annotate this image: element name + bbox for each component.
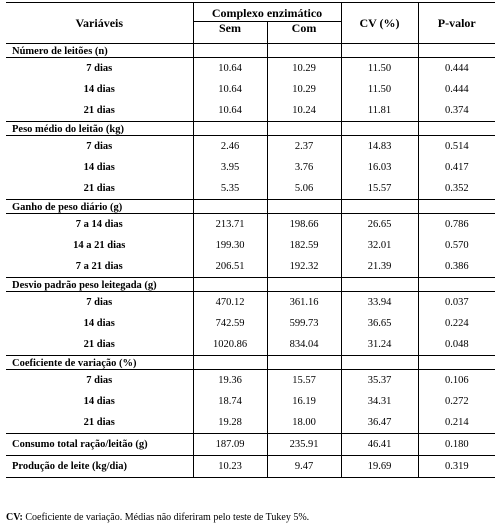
row-label: 7 dias	[6, 136, 193, 158]
value-com: 16.19	[267, 391, 341, 412]
value-pvalor: 0.386	[418, 256, 495, 278]
value-sem: 470.12	[193, 292, 267, 314]
value-cv: 15.57	[341, 178, 418, 200]
row-label: 14 dias	[83, 318, 115, 329]
section-title: Coeficiente de variação (%)	[6, 356, 193, 370]
row-label: 7 dias	[6, 58, 193, 80]
table-row	[6, 292, 495, 314]
section-title: Desvio padrão peso leitegada (g)	[6, 278, 193, 292]
value-pvalor: 0.514	[418, 136, 495, 158]
value-cv: 34.31	[341, 391, 418, 412]
value-sem: 2.46	[193, 136, 267, 158]
table-row	[6, 235, 495, 256]
value-com: 834.04	[267, 334, 341, 356]
row-label: 14 dias	[83, 162, 115, 173]
empty-cell	[267, 356, 341, 370]
empty-cell	[193, 122, 267, 136]
value-cv: 16.03	[341, 157, 418, 178]
empty-cell	[418, 356, 495, 370]
section-title: Ganho de peso diário (g)	[6, 200, 193, 214]
empty-cell	[267, 200, 341, 214]
value-com: 235.91	[267, 434, 341, 456]
value-com: 9.47	[267, 456, 341, 478]
value-com: 599.73	[267, 313, 341, 334]
value-com: 198.66	[267, 214, 341, 236]
header-sem: Sem	[193, 22, 267, 44]
row-label: 21 dias	[83, 105, 115, 116]
empty-cell	[341, 278, 418, 292]
empty-cell	[418, 200, 495, 214]
footnote-text: Coeficiente de variação. Médias não diferiram pelo teste de Tukey 5%.	[22, 512, 310, 523]
header-cv: CV (%)	[341, 3, 418, 44]
empty-cell	[341, 200, 418, 214]
value-pvalor: 0.570	[418, 235, 495, 256]
table-row	[6, 434, 495, 456]
row-label: 14 dias	[83, 396, 115, 407]
value-sem: 10.64	[193, 58, 267, 80]
value-com: 192.32	[267, 256, 341, 278]
header-pvalor: P-valor	[418, 3, 495, 44]
value-sem: 19.28	[193, 412, 267, 434]
value-cv: 46.41	[341, 434, 418, 456]
value-com: 5.06	[267, 178, 341, 200]
empty-cell	[193, 278, 267, 292]
empty-cell	[267, 122, 341, 136]
value-pvalor: 0.214	[418, 412, 495, 434]
value-sem: 3.95	[193, 157, 267, 178]
section-header-row	[6, 200, 495, 214]
value-cv: 11.81	[341, 100, 418, 122]
section-header-row	[6, 44, 495, 58]
value-pvalor: 0.048	[418, 334, 495, 356]
table-row	[6, 412, 495, 434]
section-title: Número de leitões (n)	[6, 44, 193, 58]
table-row	[6, 157, 495, 178]
empty-cell	[193, 44, 267, 58]
table-row	[6, 391, 495, 412]
value-pvalor: 0.106	[418, 370, 495, 392]
value-pvalor: 0.374	[418, 100, 495, 122]
row-label: 21 dias	[83, 183, 115, 194]
value-sem: 18.74	[193, 391, 267, 412]
row-label: 7 dias	[6, 370, 193, 392]
value-pvalor: 0.786	[418, 214, 495, 236]
table-row	[6, 214, 495, 236]
value-sem: 206.51	[193, 256, 267, 278]
value-cv: 11.50	[341, 79, 418, 100]
row-label: 7 dias	[6, 292, 193, 314]
table-row	[6, 58, 495, 80]
value-sem: 5.35	[193, 178, 267, 200]
table-row	[6, 456, 495, 478]
value-cv: 32.01	[341, 235, 418, 256]
empty-cell	[341, 44, 418, 58]
results-table	[6, 2, 495, 478]
value-sem: 213.71	[193, 214, 267, 236]
section-header-row	[6, 356, 495, 370]
row-label: 14 dias	[83, 84, 115, 95]
value-pvalor: 0.444	[418, 58, 495, 80]
empty-cell	[418, 44, 495, 58]
row-label: Consumo total ração/leitão (g)	[6, 434, 193, 456]
empty-cell	[341, 356, 418, 370]
value-sem: 187.09	[193, 434, 267, 456]
value-sem: 742.59	[193, 313, 267, 334]
value-com: 10.29	[267, 58, 341, 80]
value-cv: 21.39	[341, 256, 418, 278]
empty-cell	[418, 122, 495, 136]
value-cv: 19.69	[341, 456, 418, 478]
value-pvalor: 0.224	[418, 313, 495, 334]
value-pvalor: 0.417	[418, 157, 495, 178]
value-cv: 26.65	[341, 214, 418, 236]
section-title: Peso médio do leitão (kg)	[6, 122, 193, 136]
table-row	[6, 313, 495, 334]
empty-cell	[267, 44, 341, 58]
value-pvalor: 0.037	[418, 292, 495, 314]
section-header-row	[6, 278, 495, 292]
table-row	[6, 256, 495, 278]
value-com: 182.59	[267, 235, 341, 256]
footnote	[6, 512, 309, 524]
value-pvalor: 0.180	[418, 434, 495, 456]
value-cv: 35.37	[341, 370, 418, 392]
header-com: Com	[267, 22, 341, 44]
value-pvalor: 0.319	[418, 456, 495, 478]
value-pvalor: 0.272	[418, 391, 495, 412]
row-label: 14 a 21 dias	[73, 240, 126, 251]
value-sem: 1020.86	[193, 334, 267, 356]
table-row	[6, 100, 495, 122]
value-com: 18.00	[267, 412, 341, 434]
table-row	[6, 370, 495, 392]
value-pvalor: 0.444	[418, 79, 495, 100]
empty-cell	[193, 356, 267, 370]
row-label: 7 a 14 dias	[6, 214, 193, 236]
value-sem: 19.36	[193, 370, 267, 392]
value-cv: 31.24	[341, 334, 418, 356]
empty-cell	[341, 122, 418, 136]
value-cv: 36.65	[341, 313, 418, 334]
table-row	[6, 136, 495, 158]
value-com: 10.29	[267, 79, 341, 100]
header-variaveis: Variáveis	[6, 3, 193, 44]
value-pvalor: 0.352	[418, 178, 495, 200]
value-sem: 199.30	[193, 235, 267, 256]
value-cv: 36.47	[341, 412, 418, 434]
header-complexo-enzimatico: Complexo enzimático	[193, 3, 341, 22]
row-label: 21 dias	[83, 417, 115, 428]
row-label: 21 dias	[83, 339, 115, 350]
value-com: 15.57	[267, 370, 341, 392]
empty-cell	[193, 200, 267, 214]
value-com: 2.37	[267, 136, 341, 158]
empty-cell	[418, 278, 495, 292]
value-cv: 11.50	[341, 58, 418, 80]
table-body	[6, 44, 495, 478]
empty-cell	[267, 278, 341, 292]
value-sem: 10.23	[193, 456, 267, 478]
value-cv: 14.83	[341, 136, 418, 158]
value-sem: 10.64	[193, 100, 267, 122]
footnote-abbr: CV:	[6, 512, 23, 523]
section-header-row	[6, 122, 495, 136]
value-com: 3.76	[267, 157, 341, 178]
table-row	[6, 79, 495, 100]
table-row	[6, 178, 495, 200]
value-sem: 10.64	[193, 79, 267, 100]
row-label: Produção de leite (kg/dia)	[6, 456, 193, 478]
table-row	[6, 334, 495, 356]
value-com: 361.16	[267, 292, 341, 314]
row-label: 7 a 21 dias	[75, 261, 123, 272]
value-com: 10.24	[267, 100, 341, 122]
value-cv: 33.94	[341, 292, 418, 314]
